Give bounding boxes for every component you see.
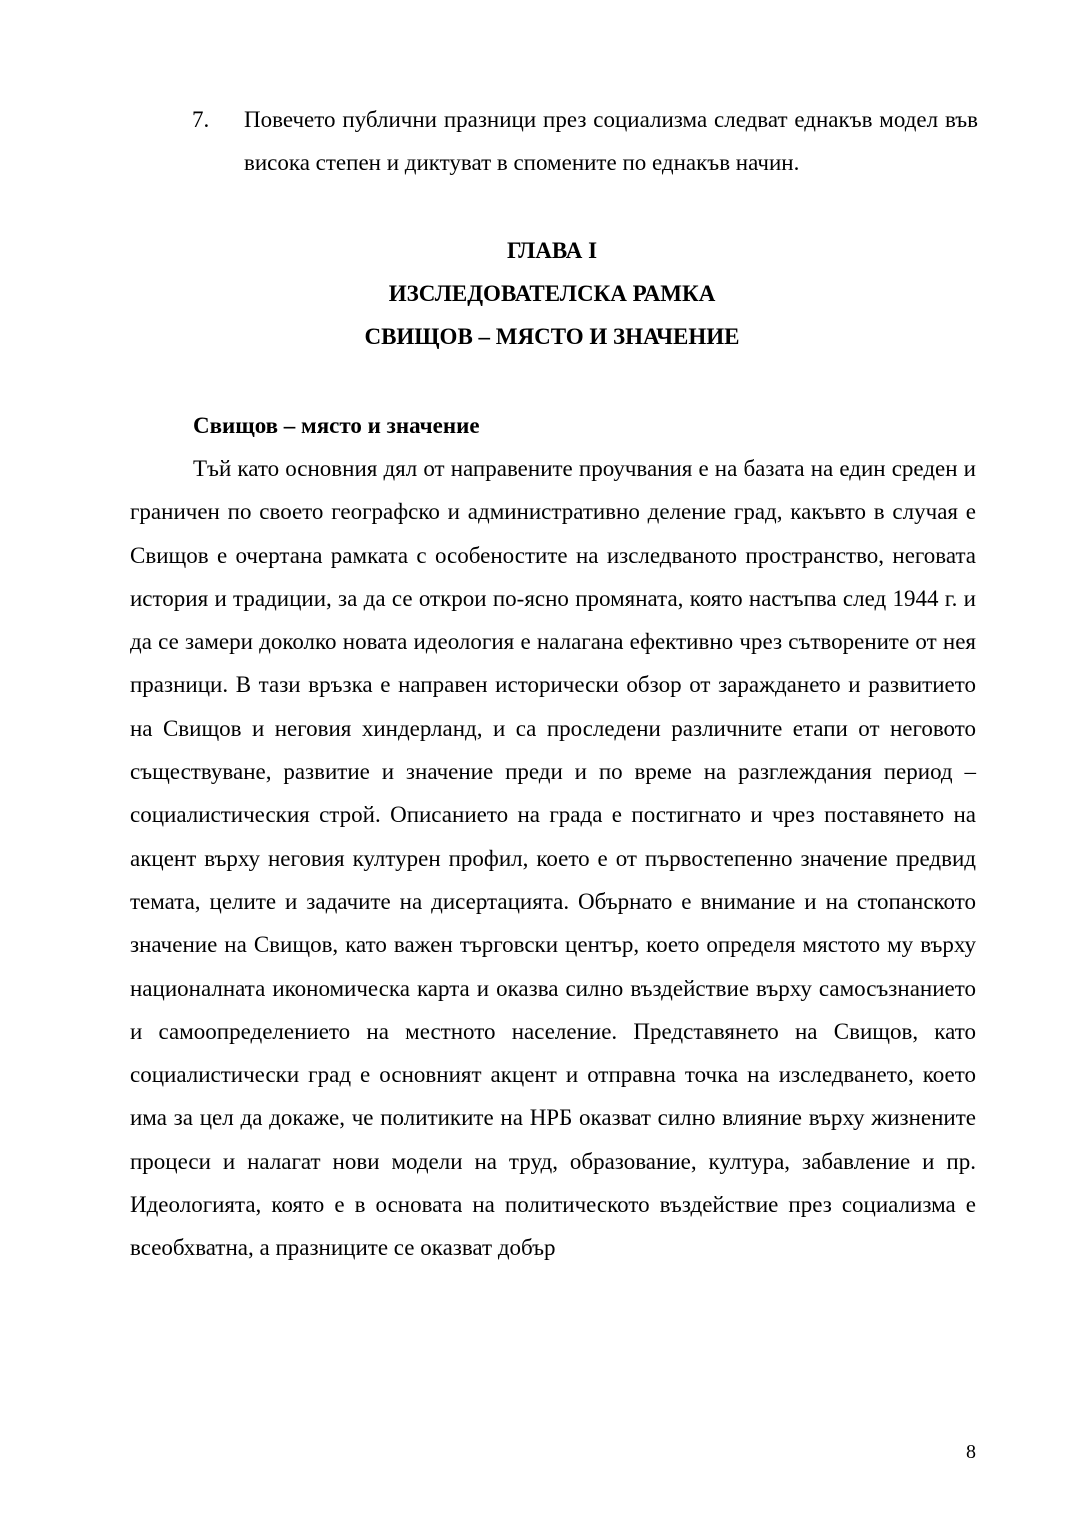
list-item-text: Повечето публични празници през социализма следват еднакъв модел във висока степен и диктуват в спомените по еднакъв начин. <box>244 107 978 175</box>
numbered-list-item <box>192 98 978 184</box>
body-paragraph: Тъй като основния дял от направените проучвания е на базата на един среден и граничен по своето географско и административно деление град, какъвто в случая е Свищов е очертана рамката с особеностите на изследваното пространство, неговата история и традиции, за да се открои по-ясно промяната, която настъпва след 1944 г. и да се замери доколко новата идеология е налагана ефективно чрез сътворените от нея празници. В тази връзка е направен исторически обзор от зараждането и развитието на Свищов и неговия хиндерланд, и са проследени различните етапи от неговото съществуване, развитие и значение преди и по време на разглеждания период – социалистическия строй. Описанието на града е постигнато и чрез поставянето на акцент върху неговия културен профил, което е от първостепенно значение предвид темата, целите и задачите на дисертацията. Обърнато е внимание и на стопанското значение на Свищов, като важен търговски център, което определя мястото му върху националната икономическа карта и оказва силно въздействие върху самосъзнанието и самоопределението на местното население. Представянето на Свищов, като социалистически град е основният акцент и отправна точка на изследването, което има за цел да докаже, че политиките на НРБ оказват силно влияние върху жизнените процеси и налагат нови модели на труд, образование, култура, забавление и пр. Идеологията, която е в основата на политическото въздействие през социализма е всеобхватна, а празниците се оказват добър <box>130 456 976 1261</box>
chapter-title: ИЗСЛЕДОВАТЕЛСКА РАМКА <box>388 281 716 306</box>
chapter-label: ГЛАВА I <box>506 238 598 263</box>
chapter-heading <box>0 229 1080 358</box>
list-item-number: 7. <box>192 107 210 132</box>
section-title: Свищов – място и значение <box>193 413 480 438</box>
chapter-subtitle: СВИЩОВ – МЯСТО И ЗНАЧЕНИЕ <box>364 324 740 349</box>
page-number: 8 <box>966 1441 976 1463</box>
